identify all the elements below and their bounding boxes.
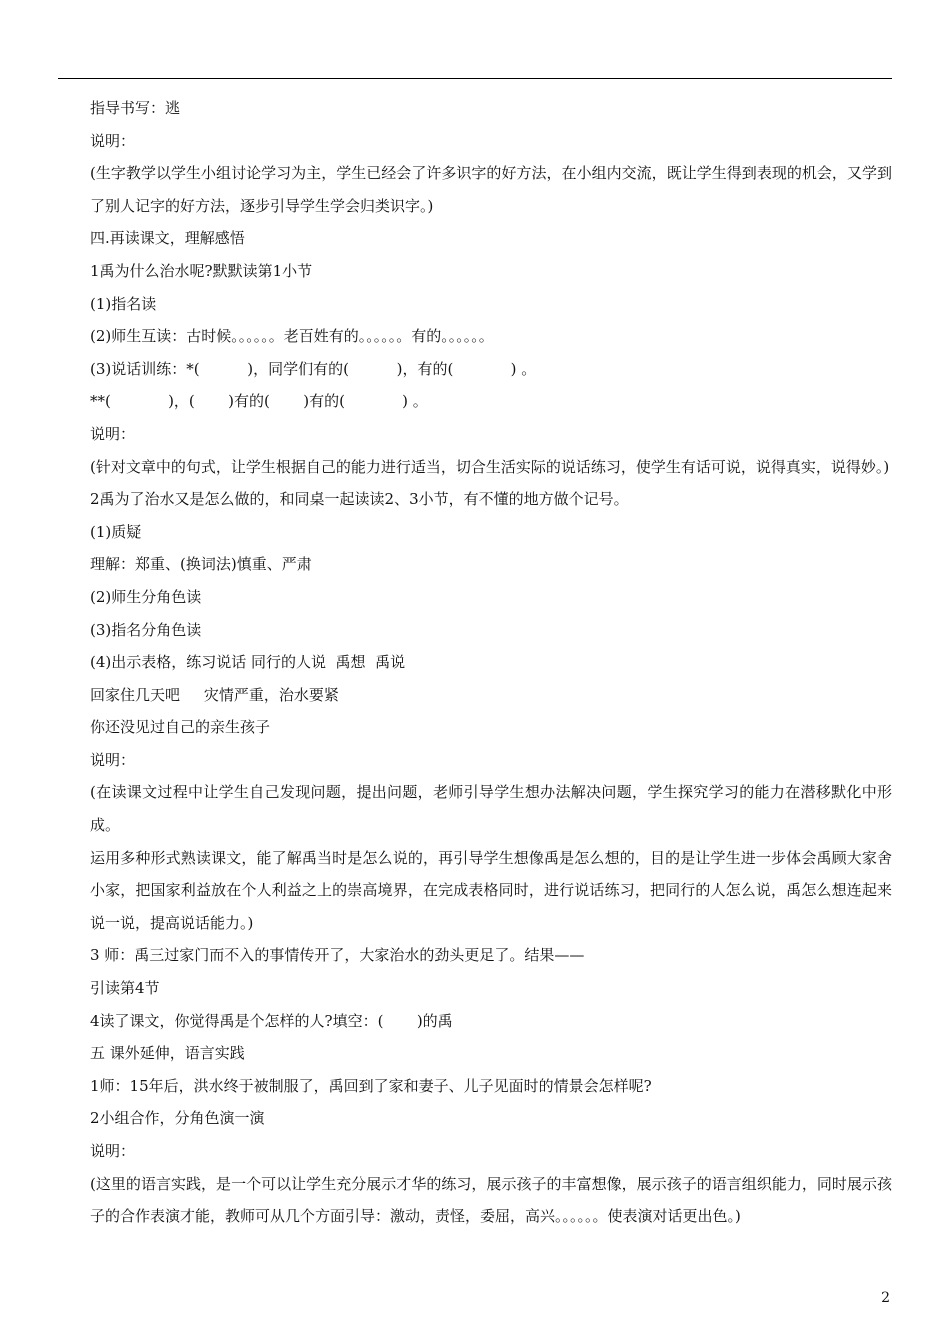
paragraph: 说明： — [90, 131, 136, 150]
page-number: 2 — [881, 1290, 890, 1306]
paragraph: 1师：15年后，洪水终于被制服了，禹回到了家和妻子、儿子见面时的情景会怎样呢? — [90, 1076, 652, 1095]
paragraph: 说明： — [90, 750, 136, 769]
paragraph: 运用多种形式熟读课文，能了解禹当时是怎么说的，再引导学生想像禹是怎么想的，目的是让学生进一步体会禹顾大家舍小家，把国家利益放在个人利益之上的崇高境界，在完成表格同时，进行说话练习，把同行的人怎么说，禹怎么想连起来说一说，提高说话能力。) — [90, 848, 892, 932]
paragraph: (这里的语言实践，是一个可以让学生充分展示才华的练习，展示孩子的丰富想像，展示孩子的语言组织能力，同时展示孩子的合作表演才能，教师可从几个方面引导：激动，责怪，委屈，高兴。。。。。。使表演对话更出色。) — [90, 1174, 892, 1226]
paragraph: 指导书写：逃 — [90, 99, 181, 117]
paragraph: 3 师：禹三过家门而不入的事情传开了，大家治水的劲头更足了。结果—— — [90, 946, 585, 965]
paragraph: (3)说话训练：*( )，同学们有的( )，有的( ) 。 — [90, 359, 537, 378]
paragraph: (在读课文过程中让学生自己发现问题，提出问题，老师引导学生想办法解决问题，学生探究学习的能力在潜移默化中形成。 — [90, 783, 892, 835]
paragraph: **( )，( )有的( )有的( ) 。 — [90, 392, 428, 411]
section-heading: 四.再读课文，理解感悟 — [90, 229, 245, 248]
paragraph: 回家住几天吧 灾情严重，治水要紧 — [90, 685, 339, 704]
paragraph: 理解：郑重、(换词法)慎重、严肃 — [90, 555, 312, 574]
paragraph: 引读第4节 — [90, 979, 160, 998]
paragraph: 4读了课文，你觉得禹是个怎样的人?填空：( )的禹 — [90, 1011, 453, 1030]
paragraph: (2)师生互读：古时候。。。。。。老百姓有的。。。。。。有的。。。。。。 — [90, 327, 494, 346]
paragraph: (1)指名读 — [90, 294, 157, 313]
paragraph: 说明： — [90, 1142, 136, 1160]
document-body — [58, 92, 892, 1233]
paragraph: 说明： — [90, 424, 136, 443]
paragraph: 2禹为了治水又是怎么做的，和同桌一起读读2、3小节，有不懂的地方做个记号。 — [90, 490, 629, 509]
paragraph: (2)师生分角色读 — [90, 587, 202, 606]
paragraph: (针对文章中的句式，让学生根据自己的能力进行适当，切合生活实际的说话练习，使学生有话可说，说得真实，说得妙。) — [90, 457, 890, 476]
paragraph: 你还没见过自己的亲生孩子 — [90, 718, 271, 737]
paragraph: 2小组合作，分角色演一演 — [90, 1109, 265, 1128]
paragraph: (3)指名分角色读 — [90, 620, 202, 639]
paragraph: (1)质疑 — [90, 522, 142, 541]
section-heading: 五 课外延伸，语言实践 — [90, 1044, 245, 1063]
paragraph: (生字教学以学生小组讨论学习为主，学生已经会了许多识字的好方法，在小组内交流，既让学生得到表现的机会，又学到了别人记字的好方法，逐步引导学生学会归类识字。) — [90, 164, 892, 215]
paragraph: 1禹为什么治水呢?默默读第1小节 — [90, 261, 313, 280]
paragraph: (4)出示表格，练习说话 同行的人说 禹想 禹说 — [90, 653, 406, 672]
header-rule — [58, 78, 892, 79]
